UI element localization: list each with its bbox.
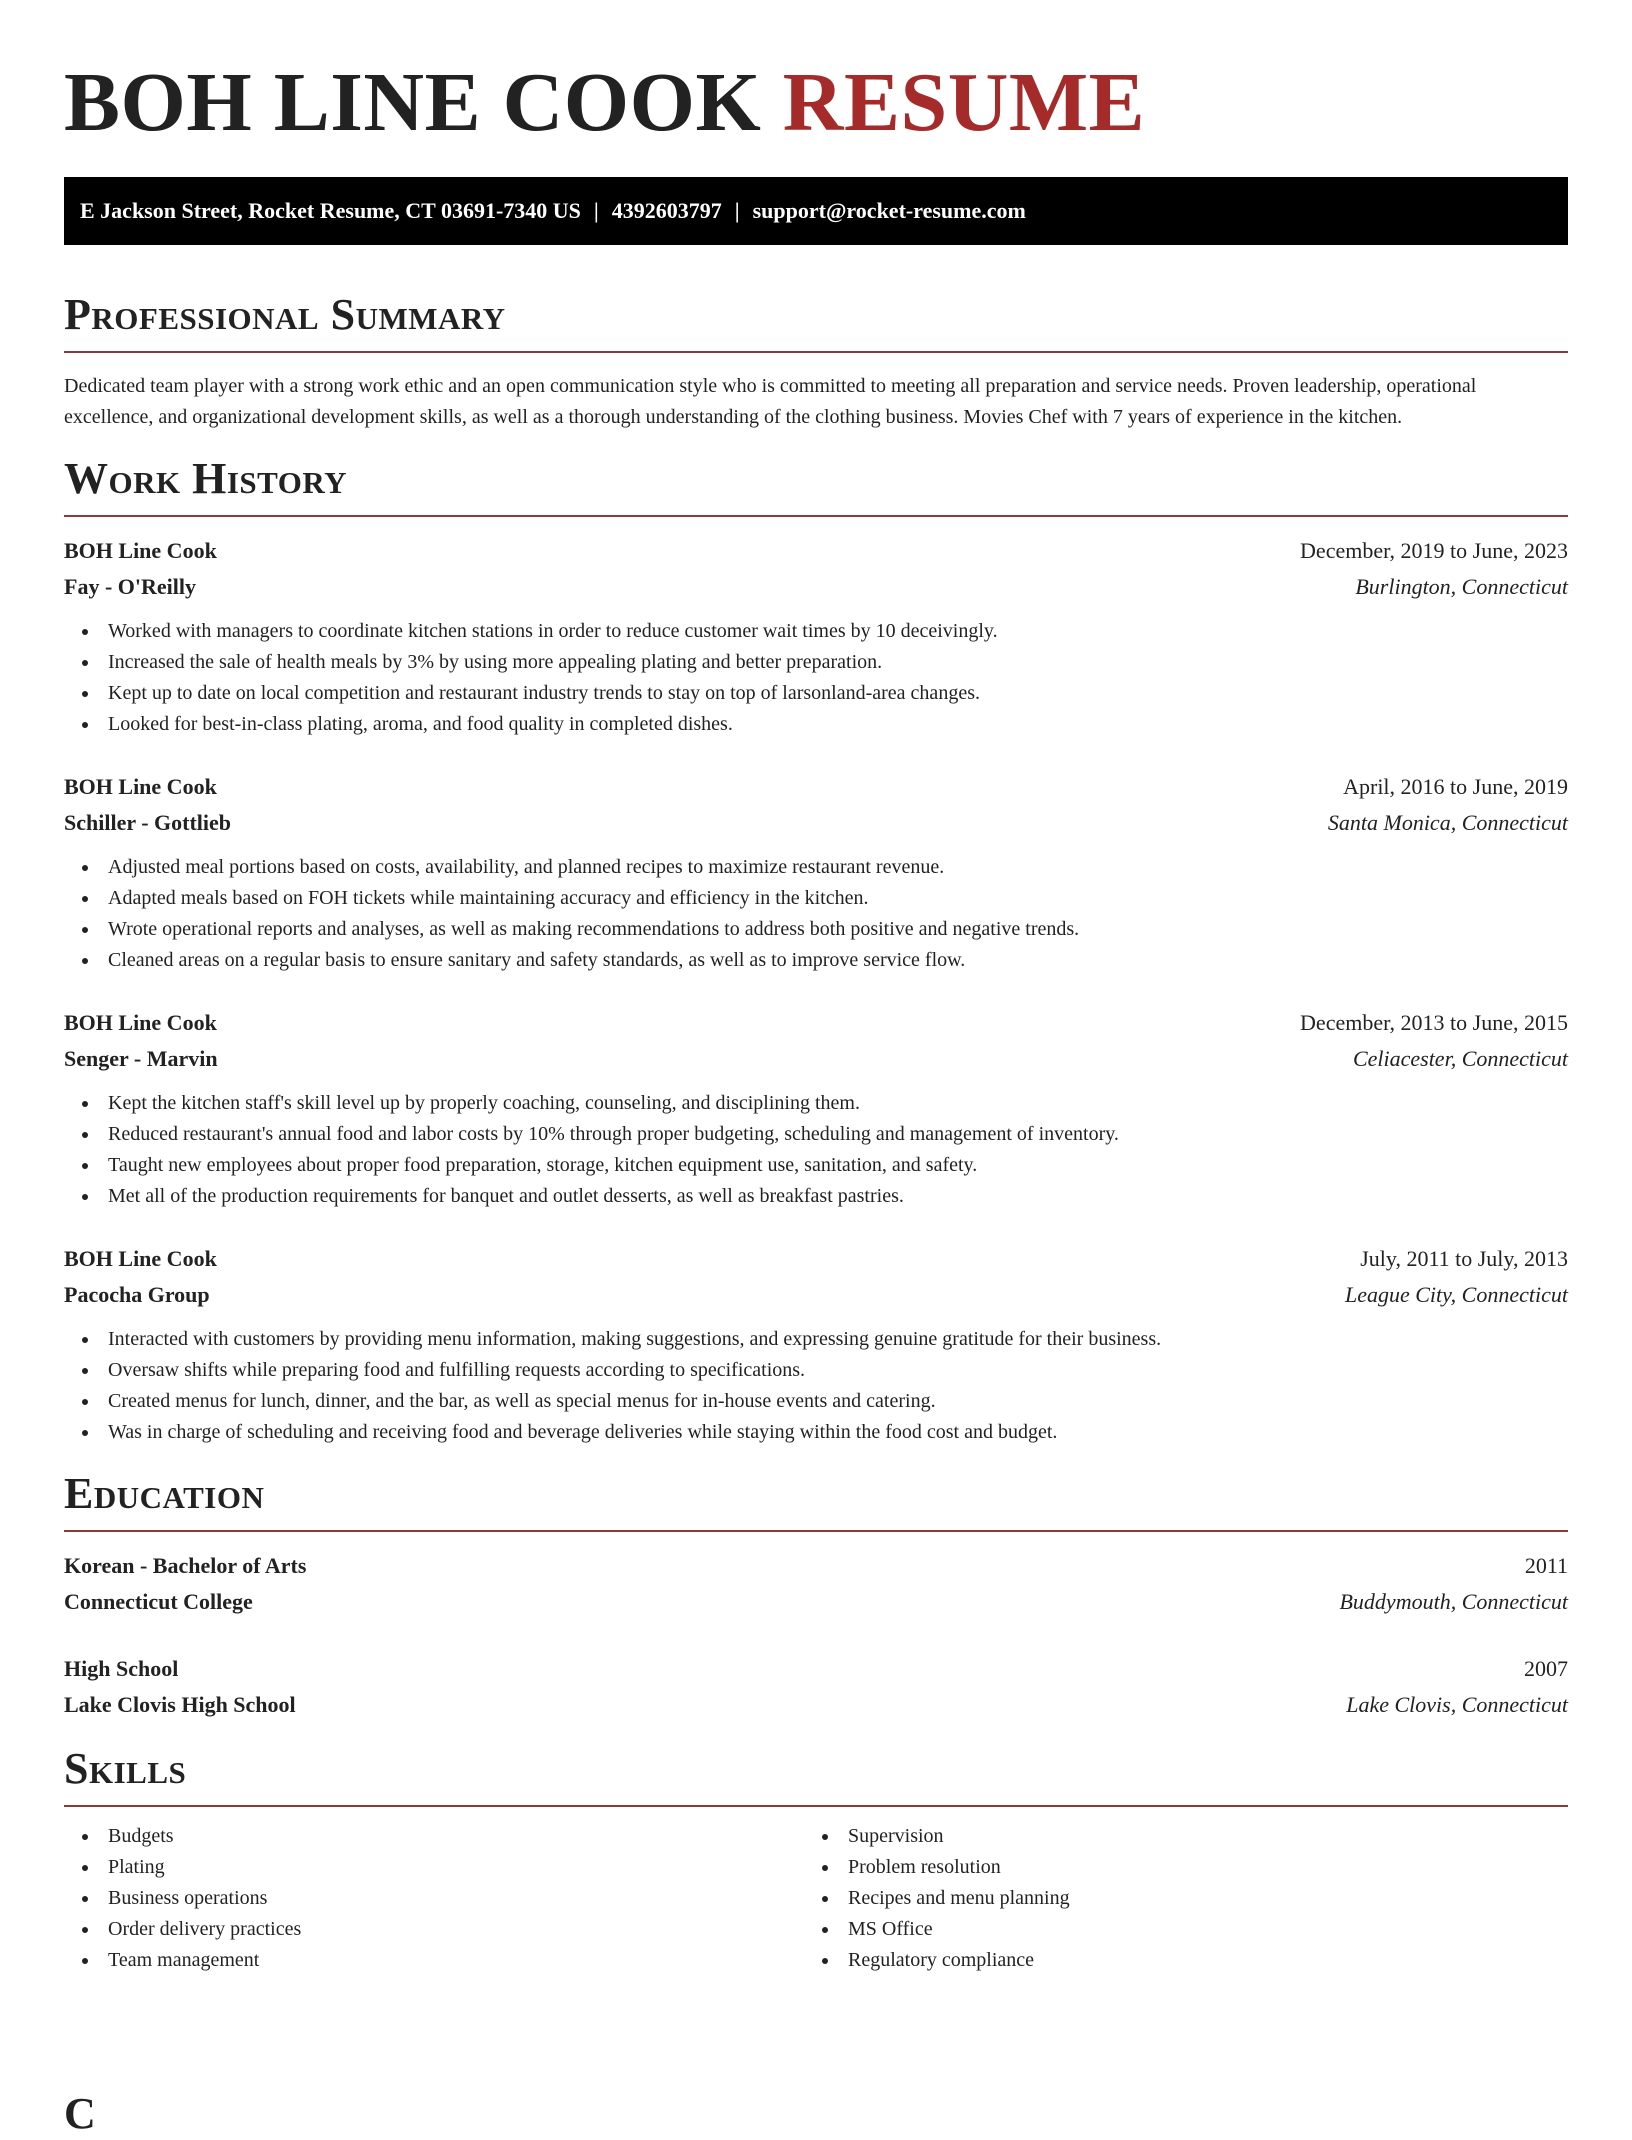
title-main: BOH LINE COOK bbox=[64, 56, 762, 149]
job-entry bbox=[64, 1241, 1568, 1448]
job-location: Burlington, Connecticut bbox=[1355, 574, 1568, 599]
skills-section bbox=[64, 1743, 1568, 1976]
education-entry bbox=[64, 1548, 1568, 1620]
education-section bbox=[64, 1468, 1568, 1723]
resume-title bbox=[64, 58, 1568, 148]
job-dates: July, 2011 to July, 2013 bbox=[1360, 1246, 1568, 1271]
job-bullets bbox=[64, 1324, 1568, 1448]
list-item: Oversaw shifts while preparing food and fulfilling requests according to specifications. bbox=[64, 1355, 1568, 1386]
list-item: Increased the sale of health meals by 3% by using more appealing plating and better preparation. bbox=[64, 647, 1568, 678]
resume-page bbox=[64, 0, 1568, 1976]
list-item: MS Office bbox=[804, 1914, 1544, 1945]
section-heading-cutoff: C bbox=[64, 2089, 96, 2138]
section-heading-work-history: Work History bbox=[64, 454, 348, 503]
list-item: Recipes and menu planning bbox=[804, 1883, 1544, 1914]
job-entry bbox=[64, 1005, 1568, 1212]
list-item: Kept up to date on local competition and restaurant industry trends to stay on top of larsonland-area changes. bbox=[64, 678, 1568, 709]
job-title: BOH Line Cook bbox=[64, 1246, 217, 1271]
education-degree: High School bbox=[64, 1656, 179, 1681]
education-year: 2011 bbox=[1524, 1553, 1568, 1578]
list-item: Taught new employees about proper food preparation, storage, kitchen equipment use, sanitation, and safety. bbox=[64, 1150, 1568, 1181]
contact-separator: | bbox=[593, 198, 599, 223]
job-bullets bbox=[64, 1088, 1568, 1212]
list-item: Created menus for lunch, dinner, and the bar, as well as special menus for in-house events and catering. bbox=[64, 1386, 1568, 1417]
education-entry bbox=[64, 1651, 1568, 1723]
contact-address: E Jackson Street, Rocket Resume, CT 03691-7340 US bbox=[80, 198, 581, 223]
contact-separator: | bbox=[734, 198, 740, 223]
job-location: Celiacester, Connecticut bbox=[1352, 1046, 1568, 1071]
job-company-row bbox=[64, 805, 1568, 841]
job-location: Santa Monica, Connecticut bbox=[1327, 810, 1568, 835]
section-divider bbox=[64, 515, 1568, 517]
section-divider bbox=[64, 351, 1568, 353]
job-header-row bbox=[64, 1005, 1568, 1041]
job-header-row bbox=[64, 1241, 1568, 1277]
work-history-section bbox=[64, 453, 1568, 1448]
skills-list-right bbox=[804, 1821, 1544, 1976]
job-dates: April, 2016 to June, 2019 bbox=[1343, 774, 1568, 799]
list-item: Cleaned areas on a regular basis to ensure sanitary and safety standards, as well as to improve service flow. bbox=[64, 945, 1568, 976]
job-location: League City, Connecticut bbox=[1344, 1282, 1568, 1307]
list-item: Met all of the production requirements for banquet and outlet desserts, as well as breakfast pastries. bbox=[64, 1181, 1568, 1212]
job-company-row bbox=[64, 1041, 1568, 1077]
list-item: Problem resolution bbox=[804, 1852, 1544, 1883]
education-degree-row bbox=[64, 1651, 1568, 1687]
job-entry bbox=[64, 769, 1568, 976]
contact-bar bbox=[64, 177, 1568, 245]
education-school-row bbox=[64, 1687, 1568, 1723]
contact-phone[interactable]: 4392603797 bbox=[611, 198, 722, 223]
section-heading-summary: Professional Summary bbox=[64, 290, 506, 339]
list-item: Budgets bbox=[64, 1821, 804, 1852]
job-company: Senger - Marvin bbox=[64, 1046, 218, 1071]
list-item: Looked for best-in-class plating, aroma, and food quality in completed dishes. bbox=[64, 709, 1568, 740]
job-header-row bbox=[64, 533, 1568, 569]
job-entry bbox=[64, 533, 1568, 740]
list-item: Regulatory compliance bbox=[804, 1945, 1544, 1976]
list-item: Interacted with customers by providing menu information, making suggestions, and expressing genuine gratitude for their business. bbox=[64, 1324, 1568, 1355]
section-heading-education: Education bbox=[64, 1469, 265, 1518]
job-company: Schiller - Gottlieb bbox=[64, 810, 232, 835]
section-heading-skills: Skills bbox=[64, 1744, 187, 1793]
list-item: Plating bbox=[64, 1852, 804, 1883]
contact-email[interactable]: support@rocket-resume.com bbox=[752, 198, 1026, 223]
list-item: Adapted meals based on FOH tickets while maintaining accuracy and efficiency in the kitchen. bbox=[64, 883, 1568, 914]
list-item: Business operations bbox=[64, 1883, 804, 1914]
education-location: Buddymouth, Connecticut bbox=[1339, 1589, 1568, 1614]
list-item: Order delivery practices bbox=[64, 1914, 804, 1945]
job-title: BOH Line Cook bbox=[64, 1010, 217, 1035]
list-item: Supervision bbox=[804, 1821, 1544, 1852]
list-item: Reduced restaurant's annual food and labor costs by 10% through proper budgeting, scheduling and management of inventory. bbox=[64, 1119, 1568, 1150]
education-school-row bbox=[64, 1584, 1568, 1620]
job-bullets bbox=[64, 852, 1568, 976]
section-divider bbox=[64, 1530, 1568, 1532]
list-item: Kept the kitchen staff's skill level up by properly coaching, counseling, and disciplining them. bbox=[64, 1088, 1568, 1119]
list-item: Adjusted meal portions based on costs, availability, and planned recipes to maximize restaurant revenue. bbox=[64, 852, 1568, 883]
section-divider bbox=[64, 1805, 1568, 1807]
job-title: BOH Line Cook bbox=[64, 774, 217, 799]
education-degree-row bbox=[64, 1548, 1568, 1584]
list-item: Wrote operational reports and analyses, as well as making recommendations to address both positive and negative trends. bbox=[64, 914, 1568, 945]
job-company-row bbox=[64, 569, 1568, 605]
job-title: BOH Line Cook bbox=[64, 538, 217, 563]
job-header-row bbox=[64, 769, 1568, 805]
list-item: Team management bbox=[64, 1945, 804, 1976]
education-year: 2007 bbox=[1524, 1656, 1568, 1681]
job-dates: December, 2013 to June, 2015 bbox=[1300, 1010, 1568, 1035]
title-accent: RESUME bbox=[782, 56, 1146, 149]
list-item: Was in charge of scheduling and receiving food and beverage deliveries while staying within the food cost and budget. bbox=[64, 1417, 1568, 1448]
summary-text: Dedicated team player with a strong work ethic and an open communication style who is committed to meeting all preparation and service needs. Proven leadership, operational excellence, and organizational development skills, as well as a thorough understanding of the clothing business. Movies Chef with 7 years of experience in the kitchen. bbox=[64, 375, 1477, 428]
job-company: Fay - O'Reilly bbox=[64, 574, 196, 599]
job-dates: December, 2019 to June, 2023 bbox=[1300, 538, 1568, 563]
skills-grid bbox=[64, 1821, 1568, 1976]
education-school: Lake Clovis High School bbox=[64, 1692, 296, 1717]
education-location: Lake Clovis, Connecticut bbox=[1346, 1692, 1568, 1717]
summary-section bbox=[64, 289, 1568, 433]
education-degree: Korean - Bachelor of Arts bbox=[64, 1553, 307, 1578]
education-school: Connecticut College bbox=[64, 1589, 253, 1614]
list-item: Worked with managers to coordinate kitchen stations in order to reduce customer wait times by 10 deceivingly. bbox=[64, 616, 1568, 647]
job-company-row bbox=[64, 1277, 1568, 1313]
job-company: Pacocha Group bbox=[64, 1282, 210, 1307]
skills-list-left bbox=[64, 1821, 804, 1976]
job-bullets bbox=[64, 616, 1568, 740]
